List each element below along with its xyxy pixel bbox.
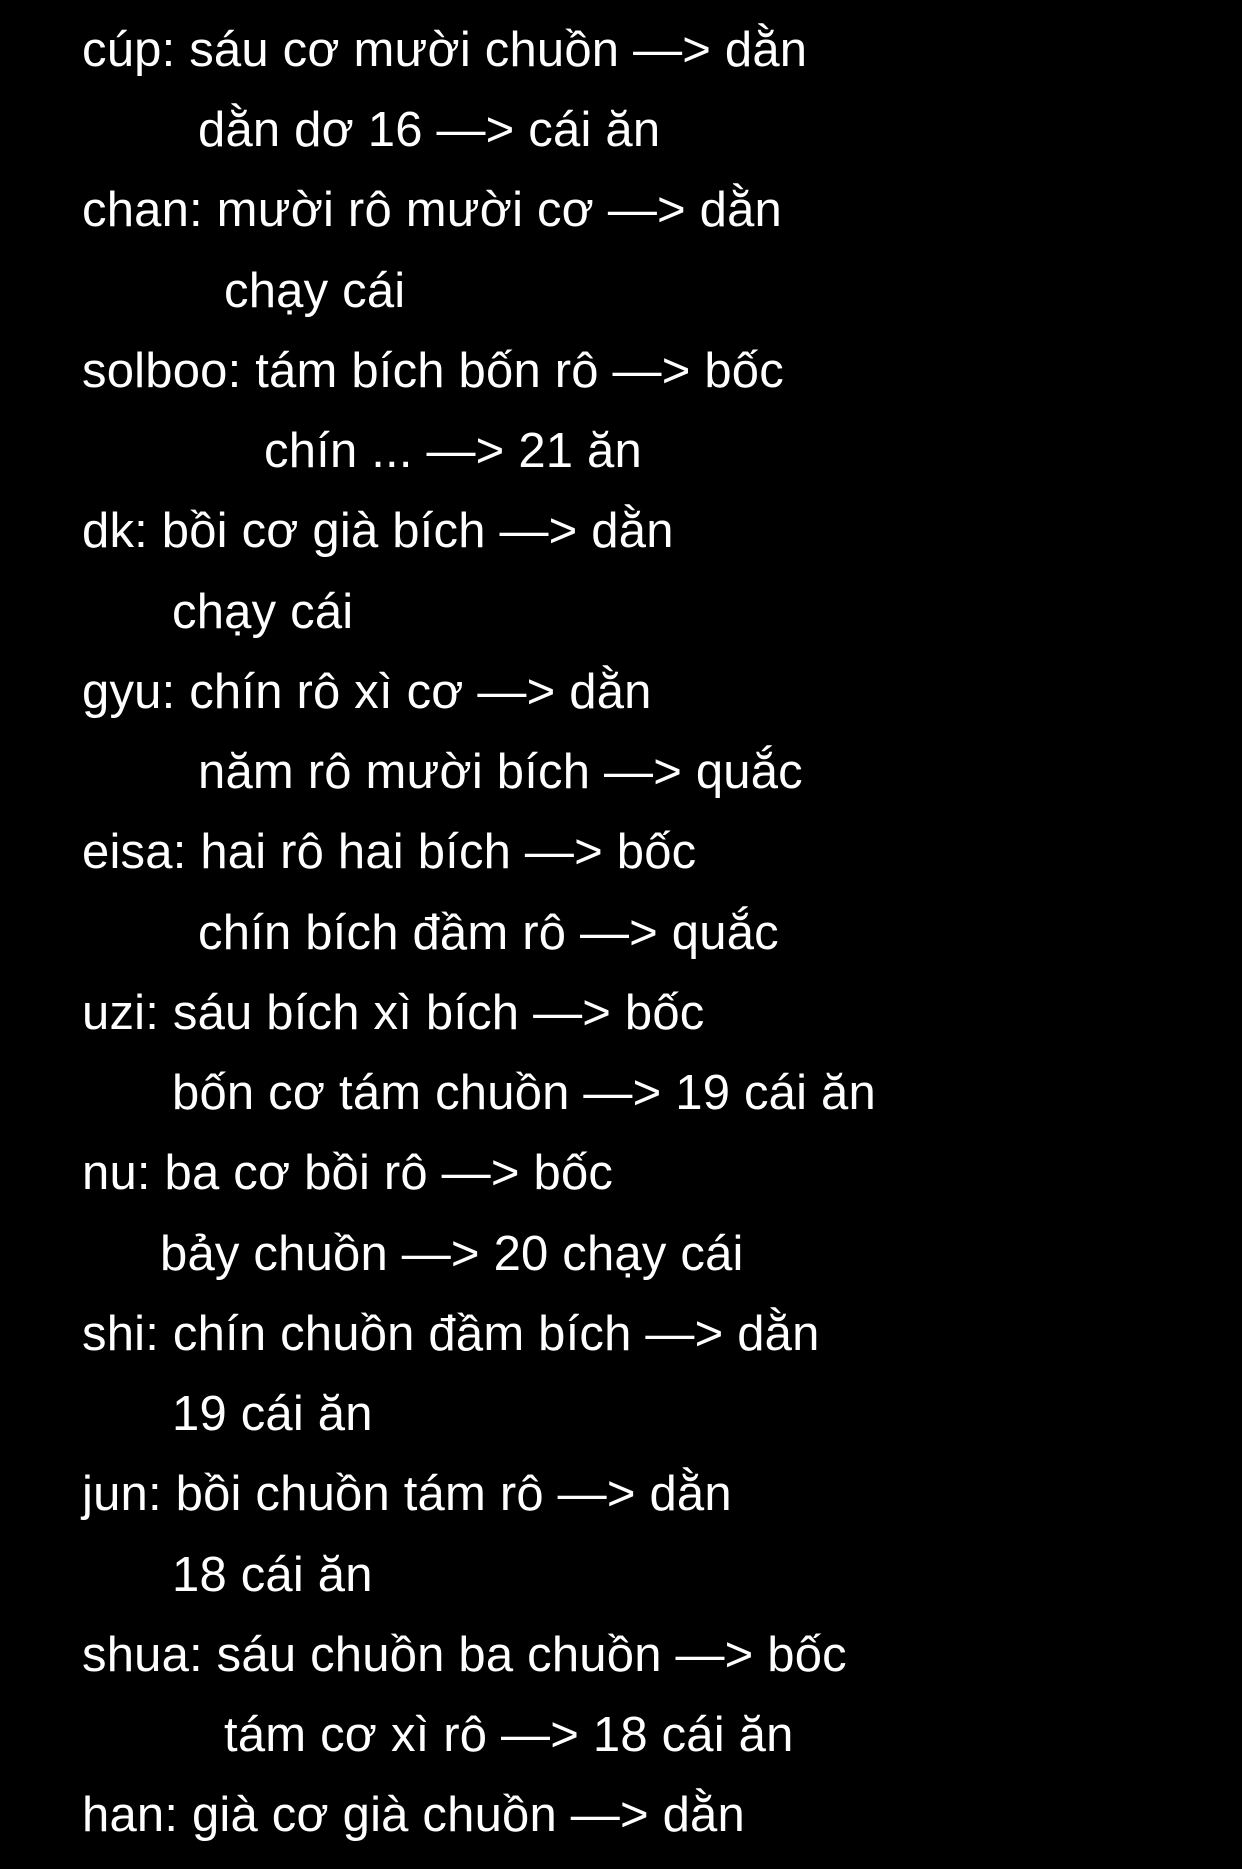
note-line: shi: chín chuồn đầm bích —> dằn	[82, 1307, 820, 1361]
note-line: bốn cơ tám chuồn —> 19 cái ăn	[172, 1066, 876, 1120]
note-line: dk: bồi cơ già bích —> dằn	[82, 504, 674, 558]
note-line: jun: bồi chuồn tám rô —> dằn	[82, 1467, 732, 1521]
note-line: solboo: tám bích bốn rô —> bốc	[82, 344, 784, 398]
note-line: chín bích đầm rô —> quắc	[198, 906, 779, 960]
note-line: bảy chuồn —> 20 chạy cái	[160, 1227, 744, 1281]
note-line: 19 cái ăn	[172, 1387, 373, 1441]
note-line: chín ... —> 21 ăn	[264, 424, 642, 478]
note-line: uzi: sáu bích xì bích —> bốc	[82, 986, 705, 1040]
note-line: eisa: hai rô hai bích —> bốc	[82, 825, 697, 879]
note-line: cúp: sáu cơ mười chuồn —> dằn	[82, 23, 808, 77]
note-line: gyu: chín rô xì cơ —> dằn	[82, 665, 652, 719]
note-line: han: già cơ già chuồn —> dằn	[82, 1788, 745, 1842]
note-line: chan: mười rô mười cơ —> dằn	[82, 183, 782, 237]
note-line: shua: sáu chuồn ba chuồn —> bốc	[82, 1628, 847, 1682]
note-line: chạy cái	[224, 264, 406, 318]
note-line: nu: ba cơ bồi rô —> bốc	[82, 1146, 614, 1200]
note-line: 18 cái ăn	[172, 1548, 373, 1602]
note-line: tám cơ xì rô —> 18 cái ăn	[224, 1708, 794, 1762]
note-line: chạy cái	[172, 585, 354, 639]
note-line: dằn dơ 16 —> cái ăn	[198, 103, 661, 157]
note-line: năm rô mười bích —> quắc	[198, 745, 803, 799]
